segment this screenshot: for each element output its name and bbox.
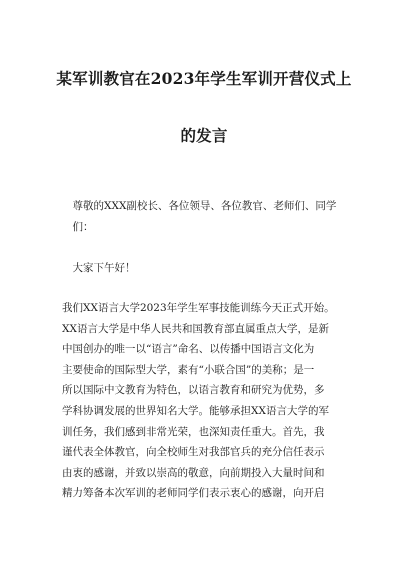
body-line: 由衷的感谢，并致以崇高的敬意，向前期投入大量时间和: [62, 466, 325, 479]
document-title-line-1: 某军训教官在2023年学生军训开营仪式上: [56, 69, 352, 88]
body-line: 精力筹备本次军训的老师同学们表示衷心的感谢，向开启: [62, 487, 325, 500]
body-line: 谨代表全体教官，向全校师生对我部官兵的充分信任表示: [62, 446, 325, 459]
salutation-line: 们：: [62, 220, 94, 233]
body-line: 所以国际中文教育为特色，以语言教育和研究为优势，多: [62, 384, 325, 397]
body-line: XX语言大学是中华人民共和国教育部直属重点大学，是新: [62, 322, 329, 335]
greeting-line: 大家下午好！: [62, 262, 136, 274]
body-line: 学科协调发展的世界知名大学。能够承担XX语言大学的军: [62, 404, 329, 417]
salutation-paragraph: [62, 196, 336, 237]
body-line: 中国创办的唯一以“语言”命名、以传播中国语言文化为: [62, 343, 315, 356]
body-paragraph: [62, 298, 335, 504]
greeting-paragraph: [62, 258, 136, 279]
salutation-line: 尊敬的XXX副校长、各位领导、各位教官、老师们、同学: [62, 200, 337, 212]
body-line: 主要使命的国际型大学，素有“小联合国”的美称；是一: [62, 363, 315, 376]
document-title-line-2: 的发言: [180, 126, 228, 145]
body-line: 我们XX语言大学2023年学生军事技能训练今天正式开始。: [62, 302, 335, 314]
body-line: 训任务，我们感到非常光荣，也深知责任重大。首先，我: [62, 425, 325, 438]
